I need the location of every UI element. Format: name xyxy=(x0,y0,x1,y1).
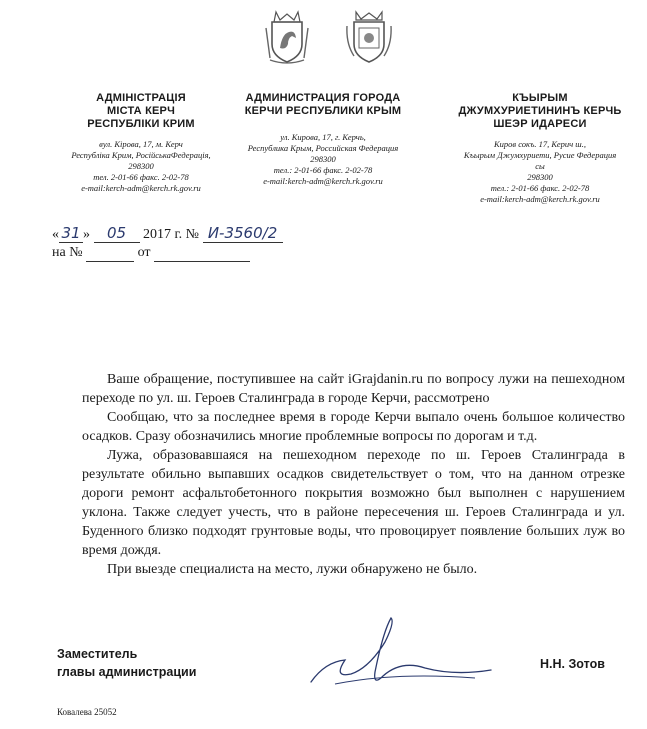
document-date-line: « 31 » 05 2017 г. № И-3560/2 xyxy=(52,224,283,243)
kerch-coat-of-arms-icon xyxy=(344,8,394,66)
signatory-role: Заместитель главы администрации xyxy=(57,647,197,679)
header-russian-title: АДМИНИСТРАЦИЯ ГОРОДА КЕРЧИ РЕСПУБЛИКИ КРЫМ xyxy=(244,92,402,117)
body-paragraph: Ваше обращение, поступившее на сайт iGrajdanin.ru по вопросу лужи на пешеходном переходе по ул. ш. Героев Сталинграда в городе Керчи, рассмотрено xyxy=(82,372,625,406)
date-year: 2017 г. № xyxy=(143,227,200,242)
date-day: 31 xyxy=(59,224,83,243)
header-ukrainian xyxy=(52,92,230,194)
header-crimean-tatar-title: КЪЫРЫМ ДЖУМХУРИЕТИНИНЪ КЕРЧЬ ШЕЭР ИДАРЕСИ xyxy=(458,92,622,130)
header-ukrainian-address: вул. Кірова, 17, м. Керч Республіка Крим, РосійськаФедерація, 298300 тел. 2-01-66 факс. 2-02-78 e-mail:kerch-adm@kerch.rk.gov.ru xyxy=(71,139,211,193)
crimea-coat-of-arms-icon xyxy=(262,8,312,66)
body-paragraph: Сообщаю, что за последнее время в городе Керчи выпало очень большое количество осадков. Сразу обозначились многие проблемные вопросы по дорогам и т.д. xyxy=(82,410,625,444)
header-russian xyxy=(233,92,413,187)
date-month: 05 xyxy=(94,224,140,243)
header-crimean-tatar-address: Киров сокъ. 17, Керич ш., Къырым Джумхуриети, Русие Федерация сы 298300 тел.: 2-01-66 факс. 2-02-78 e-mail:kerch-adm@kerch.rk.gov.ru xyxy=(463,139,617,204)
reference-line: на № от xyxy=(52,245,250,262)
document-number: И-3560/2 xyxy=(203,224,283,243)
body-paragraph: Лужа, образовавшаяся на пешеходном переходе по ш. Героев Сталинграда в результате обильно выпавших осадков свидетельствует о том, что на данном отрезке дороги ремонт асфальтобетонного покрытия возможно был выполнен с нарушением уклона. Также следует учесть, что в районе пересечения ш. Героев Сталинграда и ул. Буденного близко подходят грунтовые воды, что провоцирует появление больших луж во время дождя. xyxy=(82,448,625,558)
signatory-name: Н.Н. Зотов xyxy=(540,657,605,671)
header-crimean-tatar xyxy=(440,92,640,205)
executor-note: Ковалева 25052 xyxy=(57,707,117,717)
letter-body xyxy=(82,370,625,579)
handwritten-signature xyxy=(305,612,495,692)
header-ukrainian-title: АДМІНІСТРАЦІЯ МІСТА КЕРЧ РЕСПУБЛІКИ КРИМ xyxy=(87,92,195,130)
header-russian-address: ул. Кирова, 17, г. Керчь, Республика Крым, Российская Федерация 298300 тел.: 2-01-66 факс. 2-02-78 e-mail:kerch-adm@kerch.rk.gov.ru xyxy=(247,132,399,186)
body-paragraph: При выезде специалиста на место, лужи обнаружено не было. xyxy=(107,562,478,577)
